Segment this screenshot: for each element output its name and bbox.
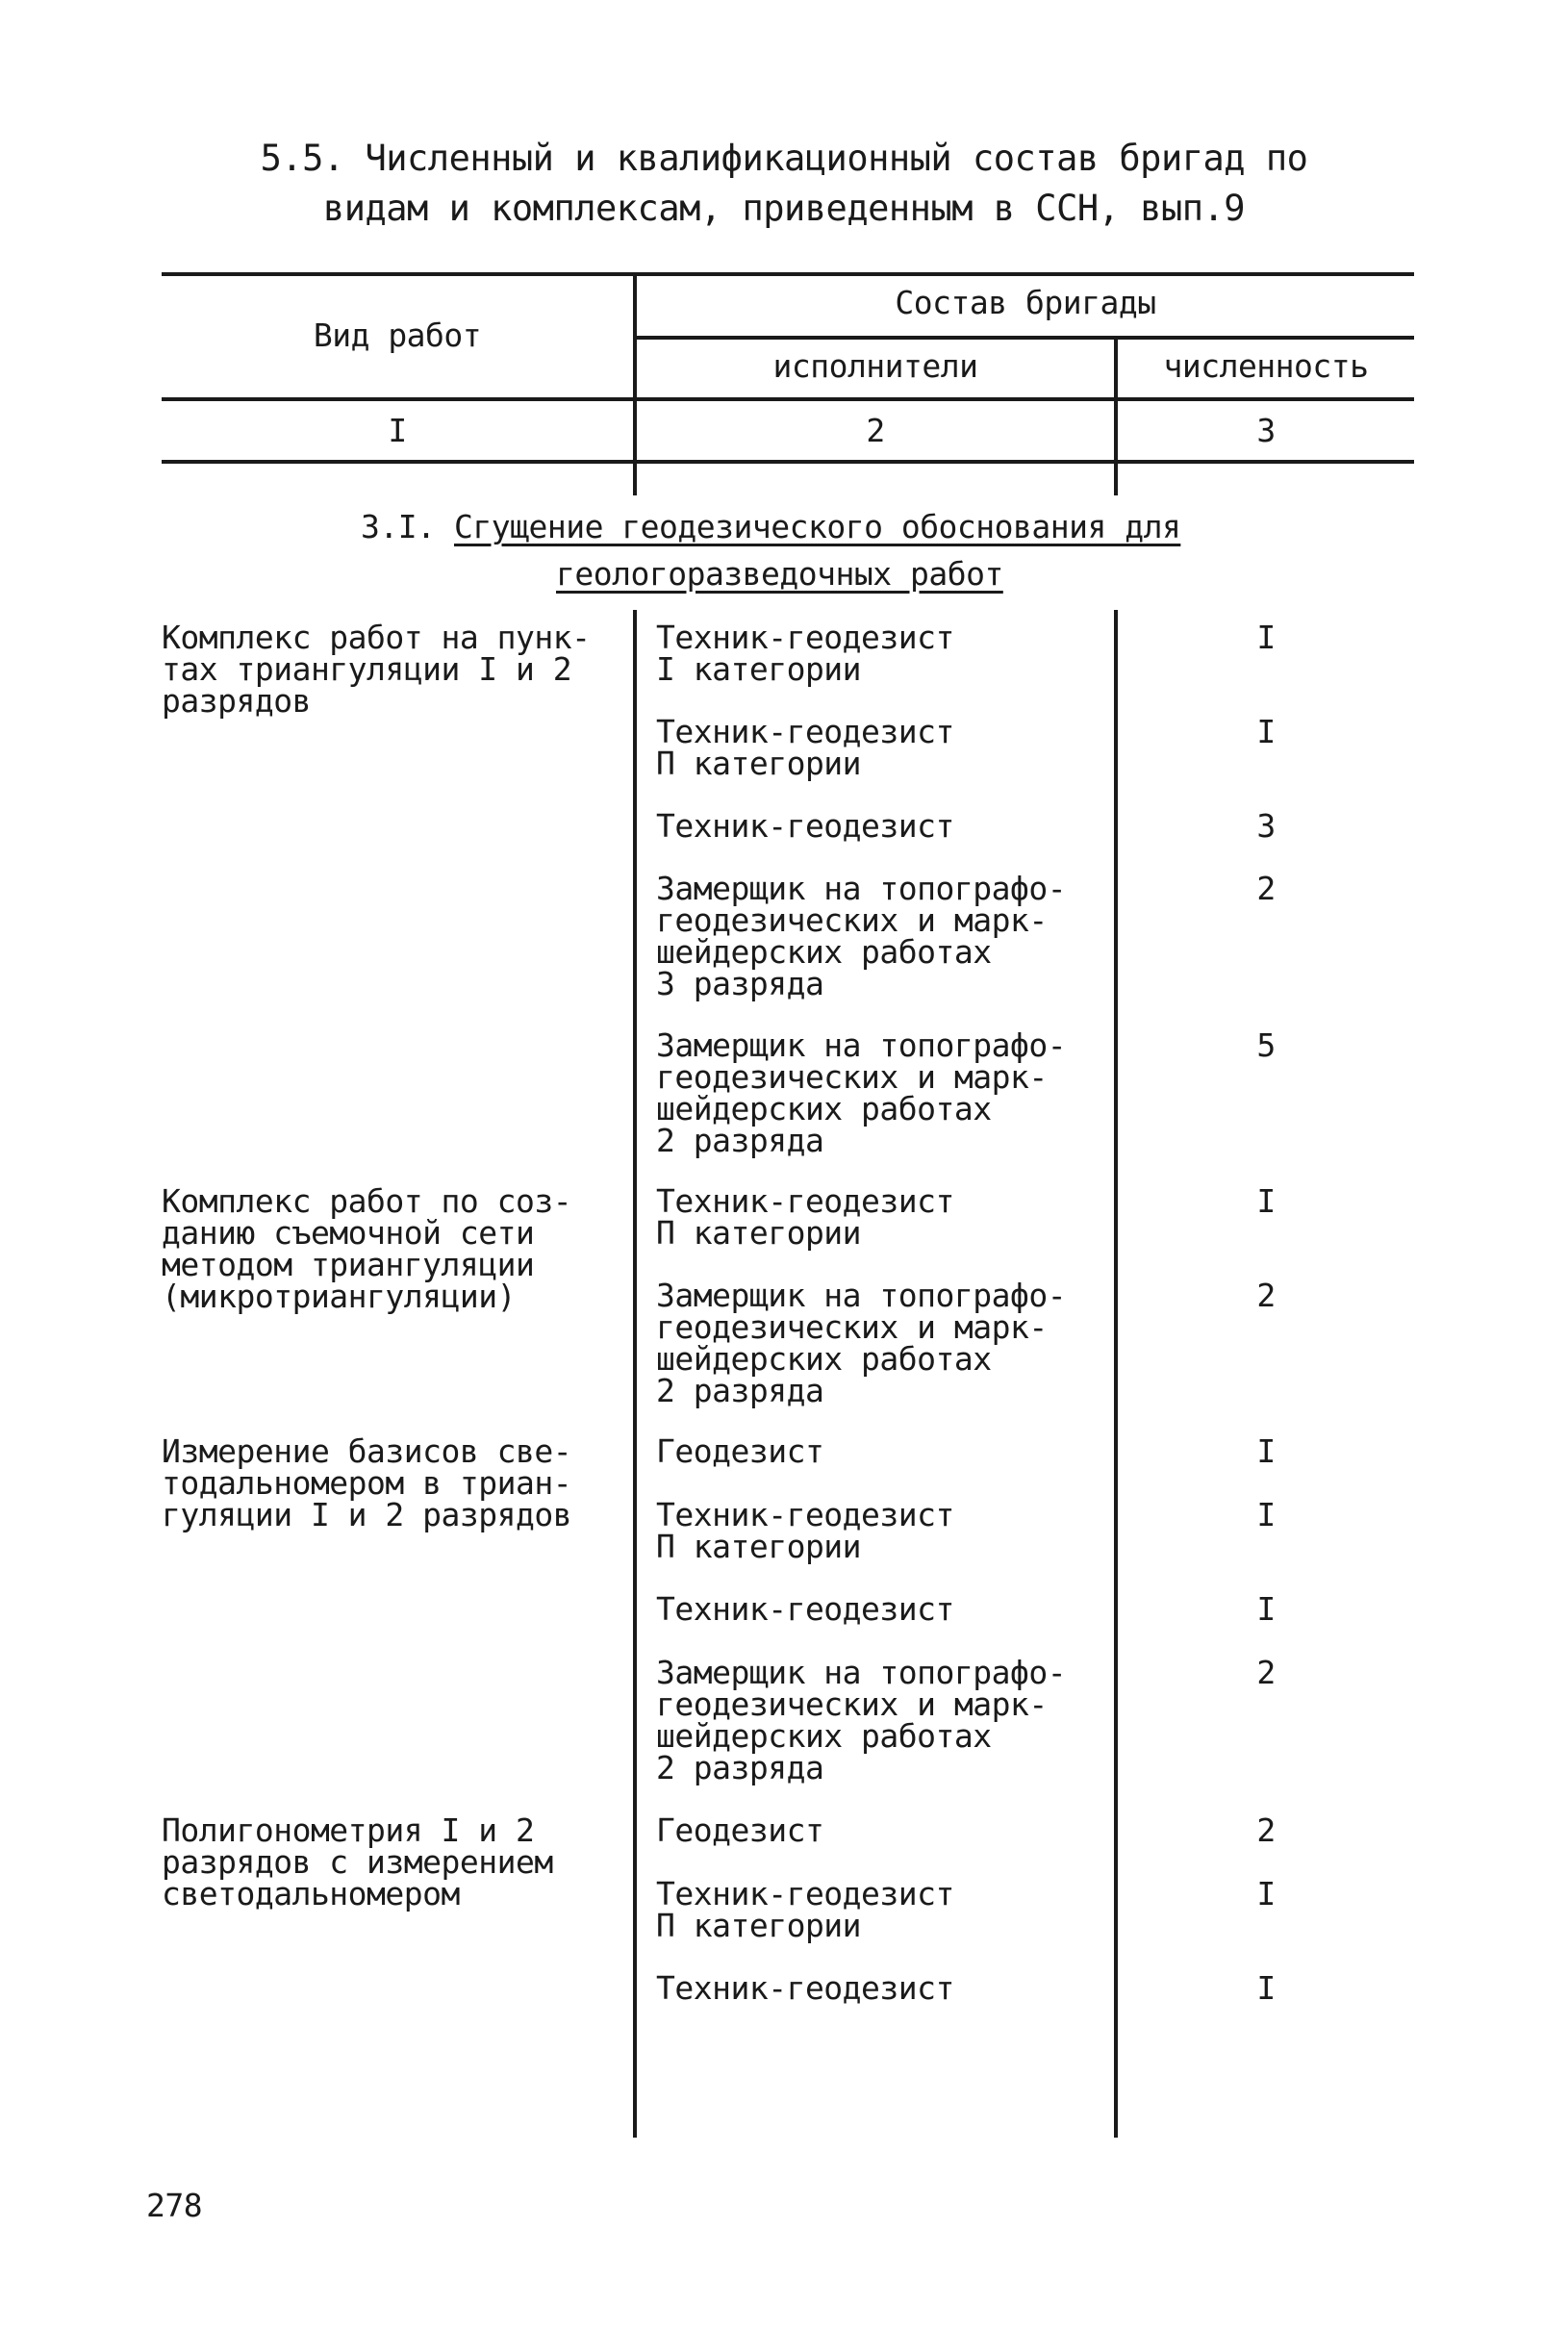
- performer-cell: Техник-геодезист П категории: [656, 713, 954, 782]
- performer-cell: Техник-геодезист П категории: [656, 1875, 954, 1944]
- work-type-cell: Комплекс работ по соз- данию съемочной сети методом триангуляции (микротриангуляции): [162, 1182, 572, 1315]
- performer-cell: Техник-геодезист I категории: [656, 619, 954, 688]
- table-title-line-2: видам и комплексам, приведенным в ССН, вып.9: [322, 188, 1246, 229]
- table-top-rule: [162, 272, 1414, 276]
- performer-cell: Замерщик на топографо- геодезических и марк- шейдерских работах 2 разряда: [656, 1277, 1067, 1409]
- count-cell: I: [1256, 1590, 1276, 1628]
- performer-cell: Замерщик на топографо- геодезических и марк- шейдерских работах 3 разряда: [656, 870, 1067, 1002]
- count-cell: I: [1256, 619, 1276, 656]
- column-number-1: I: [388, 412, 407, 449]
- performer-cell: Замерщик на топографо- геодезических и марк- шейдерских работах 2 разряда: [656, 1026, 1067, 1159]
- count-cell: 2: [1256, 870, 1276, 907]
- count-cell: I: [1256, 713, 1276, 750]
- section-title-line-1: Сгущение геодезического обоснования для: [454, 508, 1181, 545]
- section-number: 3.I.: [361, 508, 436, 545]
- performer-cell: Техник-геодезист: [656, 1969, 954, 2007]
- column-group-header-crew: Состав бригады: [895, 284, 1156, 321]
- page-number: 278: [146, 2187, 203, 2224]
- numbering-rule: [162, 460, 1414, 464]
- performer-cell: Геодезист: [656, 1811, 824, 1849]
- column-number-3: 3: [1256, 412, 1276, 449]
- count-cell: 2: [1256, 1811, 1276, 1849]
- count-cell: 2: [1256, 1277, 1276, 1314]
- column-number-2: 2: [866, 412, 885, 449]
- performer-cell: Техник-геодезист: [656, 1590, 954, 1628]
- performer-cell: Техник-геодезист: [656, 807, 954, 845]
- work-type-cell: Комплекс работ на пунк- тах триангуляции I и 2 разрядов: [162, 619, 591, 720]
- count-cell: I: [1256, 1182, 1276, 1220]
- performer-cell: Техник-геодезист П категории: [656, 1496, 954, 1565]
- work-type-cell: Полигонометрия I и 2 разрядов с измерением светодальномером: [162, 1811, 553, 1912]
- count-cell: I: [1256, 1496, 1276, 1533]
- count-cell: 3: [1256, 807, 1276, 845]
- performer-cell: Замерщик на топографо- геодезических и марк- шейдерских работах 2 разряда: [656, 1654, 1067, 1786]
- count-cell: I: [1256, 1969, 1276, 2007]
- count-cell: I: [1256, 1875, 1276, 1912]
- header-bottom-rule: [162, 397, 1414, 401]
- performer-cell: Техник-геодезист П категории: [656, 1182, 954, 1252]
- performer-cell: Геодезист: [656, 1432, 824, 1470]
- work-type-cell: Измерение базисов све- тодальномером в триан- гуляции I и 2 разрядов: [162, 1432, 572, 1533]
- table-title-line-1: 5.5. Численный и квалификационный состав бригад по: [260, 138, 1308, 179]
- column-header-count: численность: [1163, 347, 1369, 385]
- count-cell: 2: [1256, 1654, 1276, 1691]
- header-group-rule: [635, 336, 1414, 340]
- column-header-performers: исполнители: [772, 347, 978, 385]
- section-title-line-2: геологоразведочных работ: [556, 555, 1003, 593]
- count-cell: I: [1256, 1432, 1276, 1470]
- column-header-work-type: Вид работ: [313, 317, 482, 354]
- count-cell: 5: [1256, 1026, 1276, 1064]
- body-divider-1: [633, 610, 637, 2138]
